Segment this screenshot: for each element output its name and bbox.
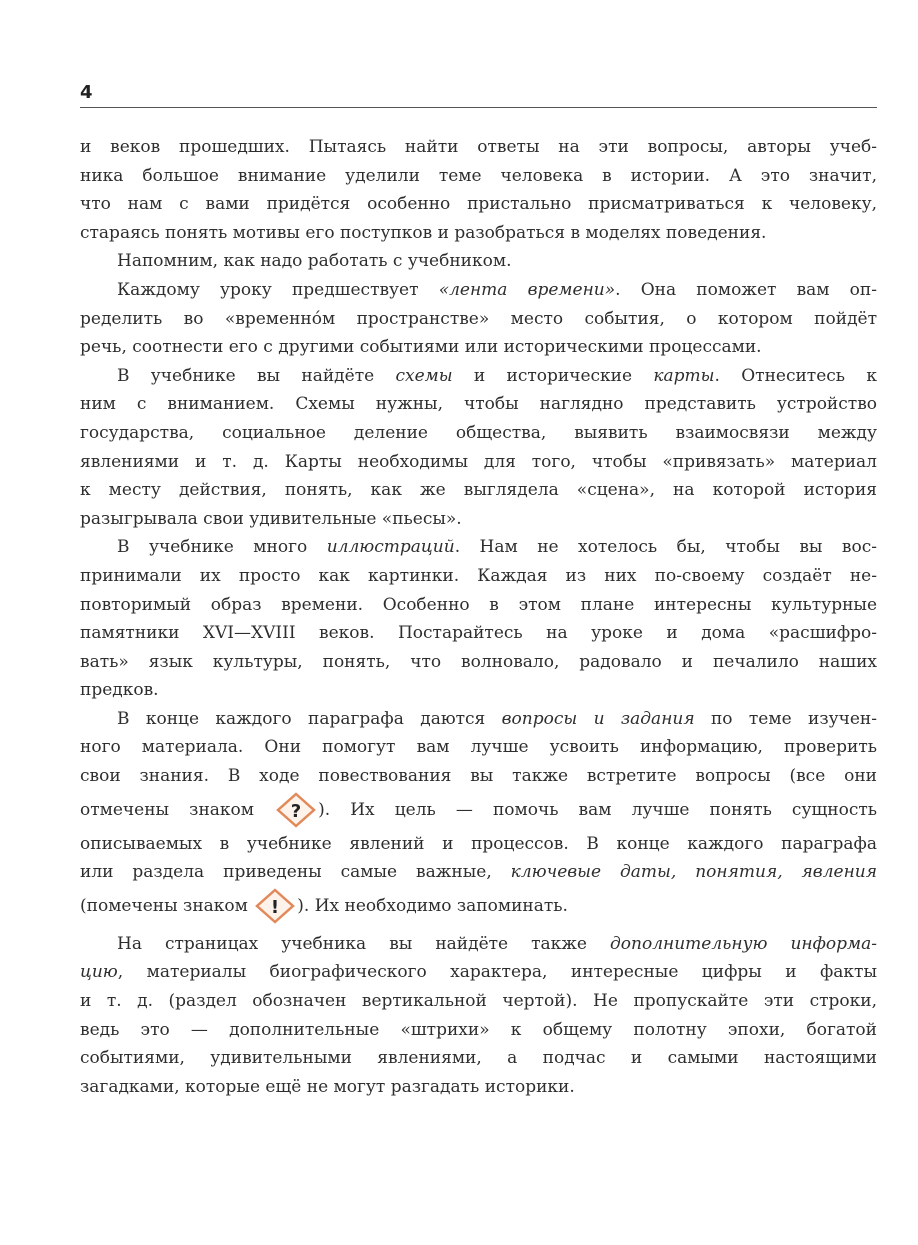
text-segment: повторимый образ времени. Особенно в этом плане интересны культурные <box>80 594 877 615</box>
text-segment: предков. <box>80 680 159 701</box>
text-segment: ведь это — дополнительные «штрихи» к общему полотну эпохи, богатой <box>80 1019 877 1040</box>
italic-term: вопросы и задания <box>501 708 695 729</box>
text-segment: ределить во «временно́м пространстве» место события, о котором пойдёт <box>80 308 877 329</box>
text-line <box>80 648 877 677</box>
text-segment: явлениями и т. д. Карты необходимы для того, чтобы «привязать» материал <box>80 451 877 472</box>
italic-term: карты <box>653 365 715 386</box>
text-segment: разыгрывала свои удивительные «пьесы». <box>80 508 462 529</box>
text-segment: . Она поможет вам оп- <box>615 279 877 300</box>
text-segment: На страницах учебника вы найдёте также <box>117 933 610 954</box>
text-line <box>80 505 877 534</box>
text-line <box>80 887 877 926</box>
text-line <box>80 930 877 959</box>
text-segment: и т. д. (раздел обозначен вертикальной чертой). Не пропускайте эти строки, <box>80 991 877 1012</box>
text-line <box>80 705 877 734</box>
text-line <box>80 305 877 334</box>
text-segment: и исторические <box>452 365 654 386</box>
text-line <box>80 733 877 762</box>
text-line <box>80 133 877 162</box>
italic-term: «лента времени» <box>438 279 616 300</box>
text-line <box>80 276 877 305</box>
text-line <box>80 219 877 248</box>
text-line <box>80 533 877 562</box>
svg-text:!: ! <box>271 897 280 919</box>
text-segment: событиями, удивительными явлениями, а подчас и самыми настоящими <box>80 1048 877 1069</box>
text-segment: речь, соотнести его с другими событиями или историческими процессами. <box>80 337 762 358</box>
text-segment: отмечены знаком <box>80 799 275 820</box>
text-segment: Напомним, как надо работать с учебником. <box>117 251 512 272</box>
text-line <box>80 562 877 591</box>
text-segment: ним с вниманием. Схемы нужны, чтобы наглядно представить устройство <box>80 394 877 415</box>
italic-term: схемы <box>395 365 453 386</box>
text-segment: или раздела приведены самые важные, <box>80 862 511 883</box>
text-segment: вать» язык культуры, понять, что волновало, радовало и печалило наших <box>80 651 877 672</box>
body-text <box>80 133 877 1101</box>
text-line <box>80 987 877 1016</box>
text-segment: загадками, которые ещё не могут разгадать историки. <box>80 1076 575 1097</box>
text-line <box>80 333 877 362</box>
text-segment: В учебнике много <box>117 537 327 558</box>
text-line <box>80 619 877 648</box>
italic-term: цию <box>80 962 118 983</box>
text-line <box>80 958 877 987</box>
page-number: 4 <box>80 82 93 103</box>
text-segment: по теме изучен- <box>694 708 877 729</box>
text-segment: (помечены знаком <box>80 895 254 916</box>
text-line <box>80 190 877 219</box>
text-segment: государства, социальное деление общества, выявить взаимосвязи между <box>80 422 877 443</box>
text-segment: , материалы биографического характера, интересные цифры и факты <box>117 962 877 983</box>
question-diamond-icon <box>276 796 316 824</box>
italic-term: иллюстраций <box>326 537 455 558</box>
text-segment: что нам с вами придётся особенно пристально присматриваться к человеку, <box>80 194 877 215</box>
text-segment: Каждому уроку предшествует <box>117 279 439 300</box>
text-segment: и веков прошедших. Пытаясь найти ответы на эти вопросы, авторы учеб- <box>80 137 877 157</box>
text-line <box>80 591 877 620</box>
text-segment: . Нам не хотелось бы, чтобы вы вос- <box>454 537 877 558</box>
text-segment: к месту действия, понять, как же выглядела «сцена», на которой история <box>80 480 877 501</box>
text-segment: ). Их цель — помочь вам лучше понять сущность <box>318 799 878 820</box>
text-line <box>80 247 877 276</box>
header-rule <box>80 107 877 108</box>
text-line <box>80 762 877 791</box>
text-segment: В учебнике вы найдёте <box>117 365 396 386</box>
text-segment: В конце каждого параграфа даются <box>117 708 502 729</box>
italic-term: дополнительную информа- <box>610 933 878 954</box>
text-segment: свои знания. В ходе повествования вы также встретите вопросы (все они <box>80 766 877 787</box>
text-segment: ). Их необходимо запоминать. <box>297 895 568 916</box>
text-line <box>80 362 877 391</box>
text-segment: стараясь понять мотивы его поступков и разобраться в моделях поведения. <box>80 222 767 243</box>
italic-term: ключевые даты, понятия, явления <box>510 862 877 883</box>
text-line <box>80 676 877 705</box>
text-line <box>80 1016 877 1045</box>
text-segment: ника большое внимание уделили теме человека в истории. А это значит, <box>80 165 877 186</box>
exclamation-diamond-icon <box>255 892 295 920</box>
text-line <box>80 1073 877 1102</box>
text-segment: принимали их просто как картинки. Каждая из них по-своему создаёт не- <box>80 565 877 586</box>
text-line <box>80 830 877 859</box>
text-segment: памятники XVI—XVIII веков. Постарайтесь на уроке и дома «расшифро- <box>80 623 877 644</box>
text-line <box>80 419 877 448</box>
text-line <box>80 476 877 505</box>
text-line <box>80 1044 877 1073</box>
text-line <box>80 390 877 419</box>
text-line <box>80 162 877 191</box>
text-segment: ного материала. Они помогут вам лучше усвоить информацию, проверить <box>80 737 877 758</box>
text-line <box>80 791 877 830</box>
text-line <box>80 448 877 477</box>
text-segment: описываемых в учебнике явлений и процессов. В конце каждого параграфа <box>80 833 877 854</box>
text-segment: . Отнеситесь к <box>714 365 877 386</box>
svg-text:?: ? <box>290 801 302 823</box>
text-line <box>80 858 877 887</box>
